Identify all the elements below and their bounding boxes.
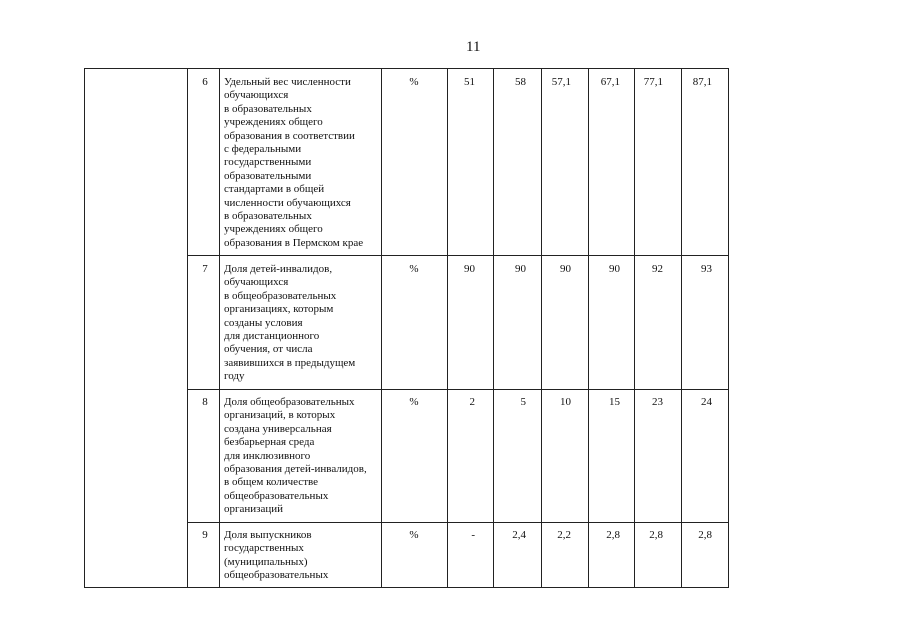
column-divider <box>447 68 448 588</box>
indicator-text: Доля выпускников государственных (муниципальных) общеобразовательных <box>224 529 329 582</box>
indicator-text: Доля детей-инвалидов, обучающихся в общеобразовательных организациях, которым созданы условия для дистанционного обучения, от числа заявившихся в предыдущем году <box>224 263 356 383</box>
row-number: 9 <box>202 529 208 541</box>
value-cell: 23 <box>652 396 663 408</box>
value-cell: 10 <box>560 396 571 408</box>
page-number: 11 <box>466 39 481 55</box>
value-cell: 5 <box>520 396 526 408</box>
value-cell: 24 <box>701 396 712 408</box>
unit-cell: % <box>409 263 419 275</box>
value-cell: 2,4 <box>512 529 526 541</box>
table-frame <box>84 68 729 588</box>
value-cell: - <box>471 529 475 541</box>
value-cell: 67,1 <box>600 76 620 88</box>
value-cell: 58 <box>515 76 526 88</box>
row-number: 7 <box>202 263 208 275</box>
unit-cell: % <box>409 76 419 88</box>
column-divider <box>634 68 635 588</box>
column-divider <box>187 68 188 588</box>
value-cell: 90 <box>464 263 475 275</box>
row-number: 8 <box>202 396 208 408</box>
value-cell: 2,2 <box>557 529 571 541</box>
value-cell: 15 <box>609 396 620 408</box>
row-divider <box>187 522 729 523</box>
value-cell: 2 <box>469 396 475 408</box>
row-divider <box>187 389 729 390</box>
column-divider <box>493 68 494 588</box>
column-divider <box>219 68 220 588</box>
unit-cell: % <box>409 396 419 408</box>
value-cell: 2,8 <box>649 529 663 541</box>
row-number: 6 <box>202 76 208 88</box>
value-cell: 90 <box>560 263 571 275</box>
column-divider <box>588 68 589 588</box>
column-divider <box>681 68 682 588</box>
value-cell: 2,8 <box>606 529 620 541</box>
unit-cell: % <box>409 529 419 541</box>
value-cell: 90 <box>609 263 620 275</box>
value-cell: 2,8 <box>698 529 712 541</box>
value-cell: 51 <box>464 76 475 88</box>
value-cell: 93 <box>701 263 712 275</box>
row-divider <box>187 255 729 256</box>
value-cell: 57,1 <box>551 76 571 88</box>
value-cell: 90 <box>515 263 526 275</box>
value-cell: 87,1 <box>692 76 712 88</box>
column-divider <box>541 68 542 588</box>
indicator-text: Доля общеобразовательных организаций, в которых создана универсальная безбарьерная среда для инклюзивного образования детей-инвалидов, в общем количестве общеобразовательных организаций <box>224 396 367 516</box>
column-divider <box>381 68 382 588</box>
value-cell: 77,1 <box>643 76 663 88</box>
indicator-text: Удельный вес численности обучающихся в образовательных учреждениях общего образования в соответствии с федеральными государственными образовательными стандартами в общей численности обучающихся в образовательных учреждениях общего образования в Пермском крае <box>224 76 364 249</box>
value-cell: 92 <box>652 263 663 275</box>
